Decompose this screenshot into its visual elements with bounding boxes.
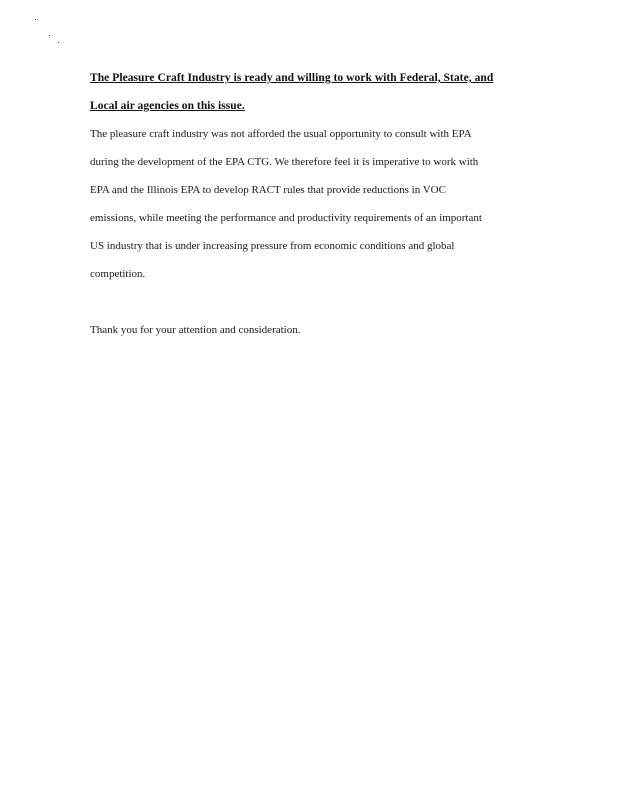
- closing-line: Thank you for your attention and consideration.: [90, 324, 301, 336]
- paragraph-line: The pleasure craft industry was not afforded the usual opportunity to consult with EPA: [90, 128, 472, 140]
- section-heading-line: Local air agencies on this issue.: [90, 100, 245, 112]
- paragraph-line: US industry that is under increasing pressure from economic conditions and global: [90, 240, 455, 252]
- scan-speck: [49, 35, 50, 36]
- scan-speck: [58, 42, 59, 43]
- paragraph-line: competition.: [90, 268, 146, 280]
- paragraph-line: EPA and the Illinois EPA to develop RACT rules that provide reductions in VOC: [90, 184, 446, 196]
- section-heading-line: The Pleasure Craft Industry is ready and willing to work with Federal, State, and: [90, 72, 494, 84]
- paragraph-line: during the development of the EPA CTG. We therefore feel it is imperative to work with: [90, 156, 479, 168]
- paragraph-line: emissions, while meeting the performance and productivity requirements of an important: [90, 212, 482, 224]
- scan-speck: [35, 19, 36, 20]
